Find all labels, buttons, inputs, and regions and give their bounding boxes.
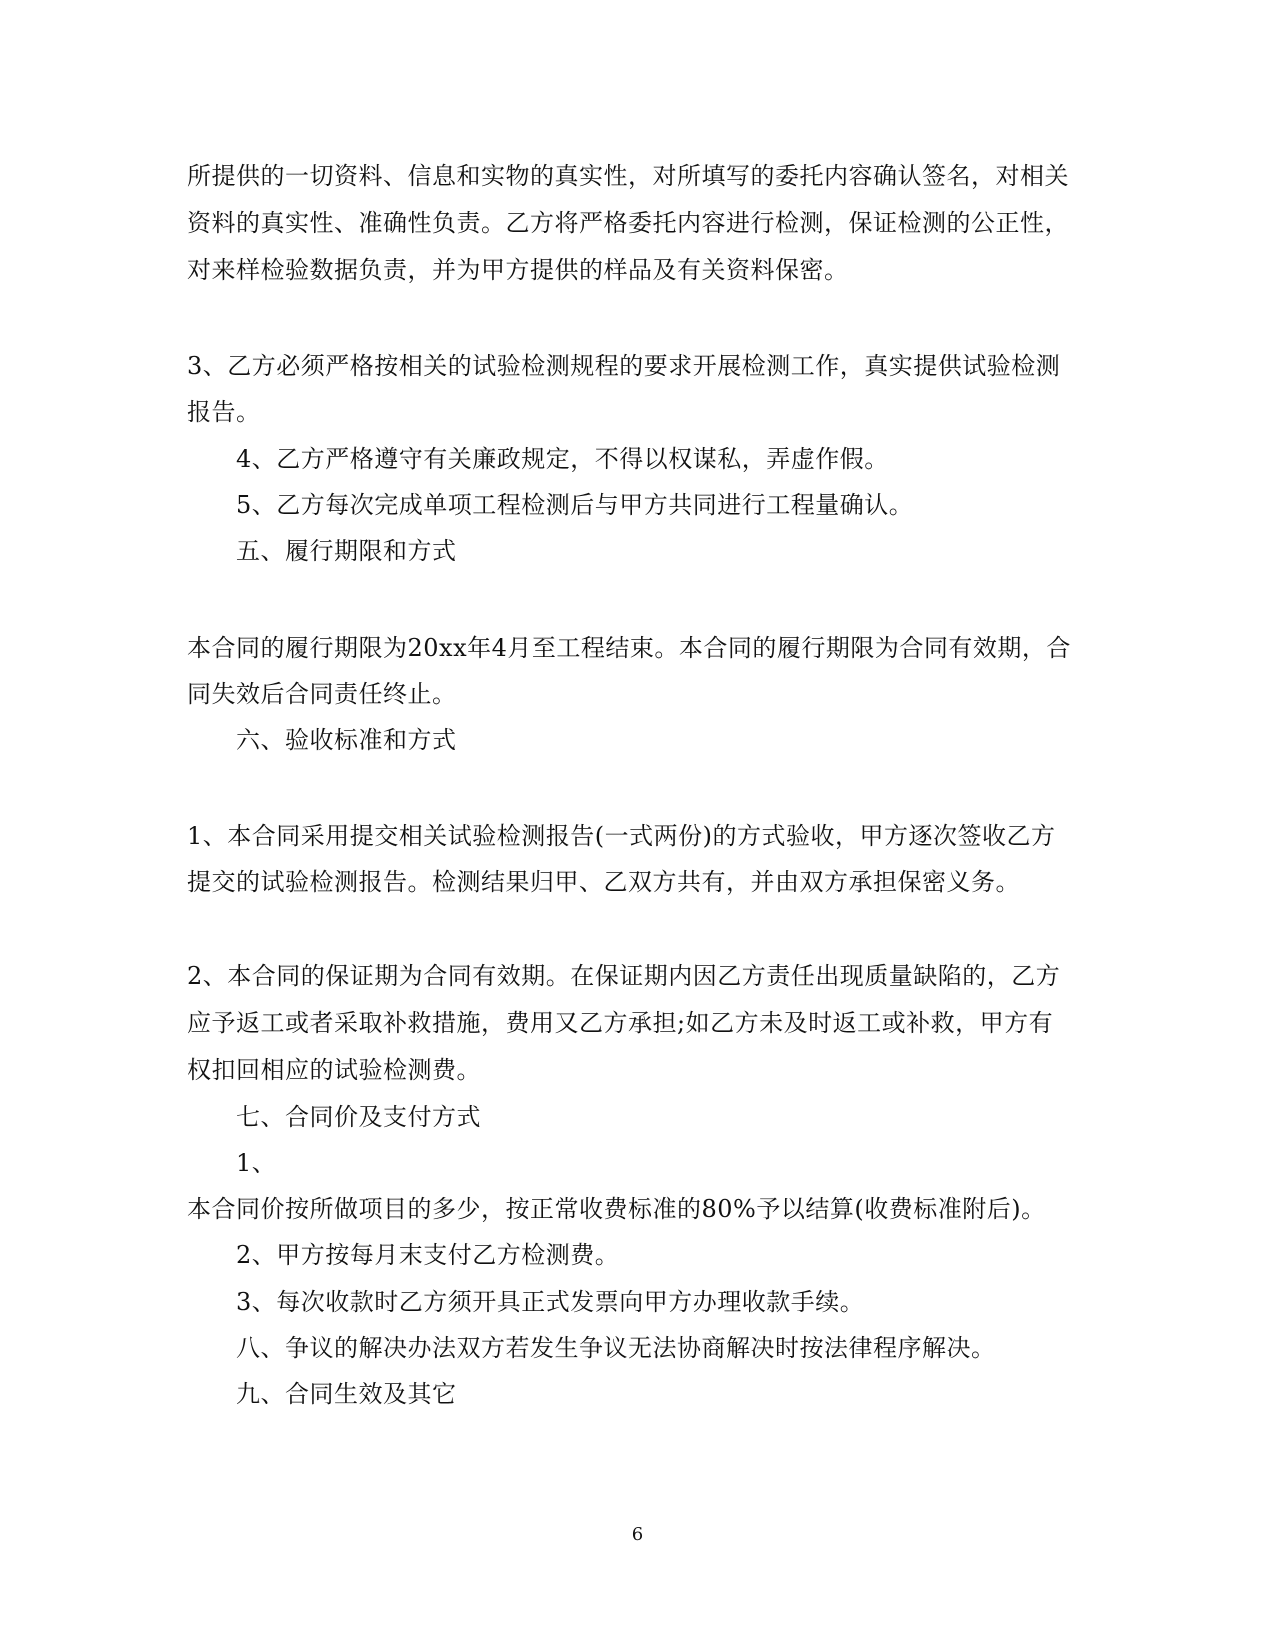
list-item: 2、甲方按每月末支付乙方检测费。 — [236, 1241, 620, 1269]
section-heading: 八、争议的解决办法双方若发生争议无法协商解决时按法律程序解决。 — [236, 1334, 996, 1362]
list-item: 4、乙方严格遵守有关廉政规定，不得以权谋私，弄虚作假。 — [236, 445, 889, 473]
paragraph-line: 3、乙方必须严格按相关的试验检测规程的要求开展检测工作，真实提供试验检测 — [187, 352, 1061, 380]
paragraph-line: 权扣回相应的试验检测费。 — [187, 1056, 481, 1084]
page-number: 6 — [631, 1524, 644, 1545]
paragraph-line: 资料的真实性、准确性负责。乙方将严格委托内容进行检测，保证检测的公正性， — [187, 209, 1069, 237]
section-heading: 五、履行期限和方式 — [236, 537, 457, 565]
paragraph-line: 本合同价按所做项目的多少，按正常收费标准的80%予以结算(收费标准附后)。 — [187, 1195, 1046, 1223]
paragraph-line: 提交的试验检测报告。检测结果归甲、乙双方共有，并由双方承担保密义务。 — [187, 868, 1020, 896]
paragraph-line: 报告。 — [187, 398, 261, 426]
paragraph-line: 应予返工或者采取补救措施，费用又乙方承担;如乙方未及时返工或补救，甲方有 — [187, 1009, 1054, 1037]
paragraph-line: 对来样检验数据负责，并为甲方提供的样品及有关资料保密。 — [187, 256, 849, 284]
paragraph-line: 本合同的履行期限为20xx年4月至工程结束。本合同的履行期限为合同有效期，合 — [187, 634, 1071, 662]
list-item: 5、乙方每次完成单项工程检测后与甲方共同进行工程量确认。 — [236, 491, 914, 519]
paragraph-line: 同失效后合同责任终止。 — [187, 680, 457, 708]
section-heading: 七、合同价及支付方式 — [236, 1103, 481, 1131]
paragraph-line: 1、本合同采用提交相关试验检测报告(一式两份)的方式验收，甲方逐次签收乙方 — [187, 822, 1056, 850]
paragraph-line: 2、本合同的保证期为合同有效期。在保证期内因乙方责任出现质量缺陷的，乙方 — [187, 962, 1061, 990]
section-heading: 九、合同生效及其它 — [236, 1380, 457, 1408]
paragraph-line: 所提供的一切资料、信息和实物的真实性，对所填写的委托内容确认签名，对相关 — [187, 162, 1069, 190]
section-heading: 六、验收标准和方式 — [236, 726, 457, 754]
list-item: 3、每次收款时乙方须开具正式发票向甲方办理收款手续。 — [236, 1288, 865, 1316]
list-item: 1、 — [236, 1149, 277, 1177]
